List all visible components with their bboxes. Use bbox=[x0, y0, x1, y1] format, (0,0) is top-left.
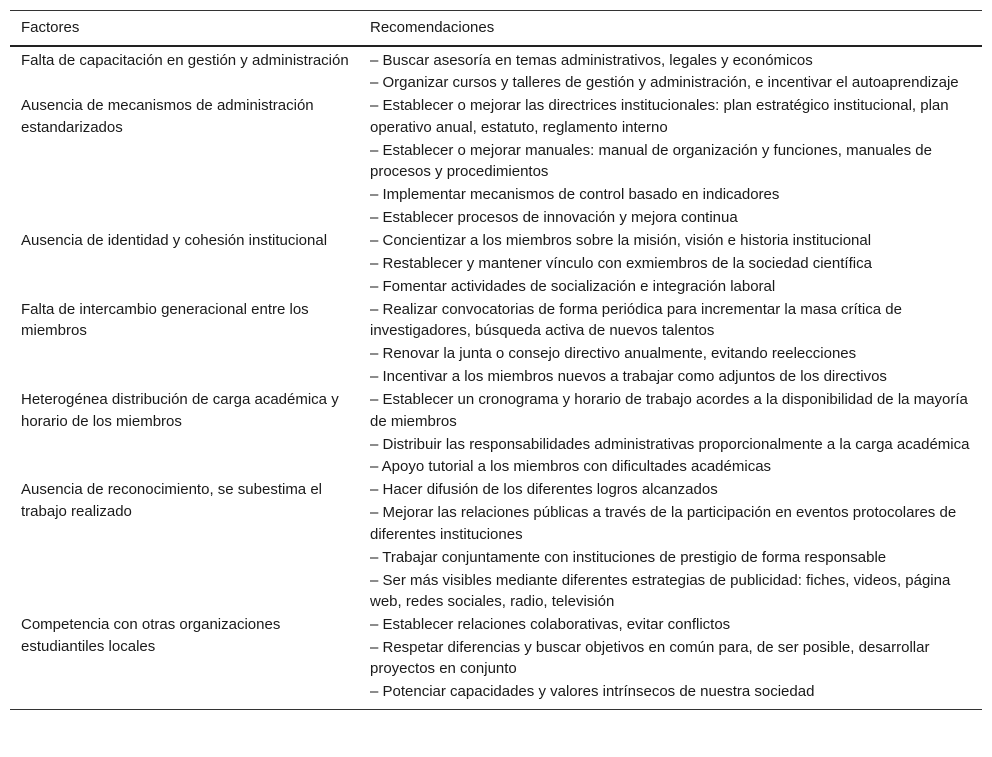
header-factores: Factores bbox=[10, 11, 359, 46]
recommendations-cell bbox=[359, 230, 982, 299]
table-row bbox=[10, 479, 982, 614]
factor-cell: Ausencia de mecanismos de administración estandarizados bbox=[21, 97, 314, 136]
recommendation-item: – Establecer relaciones colaborativas, evitar conflictos bbox=[370, 616, 731, 634]
recommendations-cell bbox=[359, 95, 982, 230]
recommendation-item: – Organizar cursos y talleres de gestión y administración, e incentivar el autoaprendizaje bbox=[370, 74, 959, 92]
factor-cell: Ausencia de identidad y cohesión institucional bbox=[21, 232, 328, 250]
recommendation-item: – Implementar mecanismos de control basado en indicadores bbox=[370, 186, 780, 204]
recommendation-item: – Distribuir las responsabilidades administrativas proporcionalmente a la carga académica bbox=[370, 435, 970, 453]
recommendation-item: – Concientizar a los miembros sobre la misión, visión e historia institucional bbox=[370, 232, 872, 250]
recommendations-table-container bbox=[10, 10, 982, 710]
recommendation-item: – Establecer o mejorar las directrices institucionales: plan estratégico institucional, plan operativo anual, estatuto, reglamento interno bbox=[370, 97, 949, 136]
recommendations-cell bbox=[359, 389, 982, 479]
factor-cell: Falta de capacitación en gestión y administración bbox=[21, 51, 349, 69]
recommendations-table bbox=[10, 10, 982, 710]
recommendation-item: – Potenciar capacidades y valores intrínsecos de nuestra sociedad bbox=[370, 683, 815, 701]
table-row bbox=[10, 95, 982, 230]
table-row bbox=[10, 299, 982, 389]
table-row bbox=[10, 614, 982, 709]
recommendations-cell bbox=[359, 299, 982, 389]
factor-cell: Falta de intercambio generacional entre los miembros bbox=[21, 300, 309, 340]
recommendation-item: – Establecer procesos de innovación y mejora continua bbox=[370, 209, 738, 227]
recommendation-item: – Establecer un cronograma y horario de trabajo acordes a la disponibilidad de la mayoría de miembros bbox=[370, 391, 968, 430]
recommendations-cell bbox=[359, 479, 982, 614]
recommendation-item: – Respetar diferencias y buscar objetivos en común para, de ser posible, desarrollar proyectos en conjunto bbox=[370, 638, 930, 678]
recommendation-item: – Restablecer y mantener vínculo con exmiembros de la sociedad científica bbox=[370, 254, 872, 272]
factor-cell: Heterogénea distribución de carga académica y horario de los miembros bbox=[21, 391, 339, 430]
header-recomendaciones: Recomendaciones bbox=[359, 11, 982, 46]
recommendations-cell bbox=[359, 614, 982, 709]
recommendation-item: – Apoyo tutorial a los miembros con dificultades académicas bbox=[370, 458, 772, 476]
recommendation-item: – Incentivar a los miembros nuevos a trabajar como adjuntos de los directivos bbox=[370, 368, 887, 386]
recommendations-cell bbox=[359, 46, 982, 96]
recommendation-item: – Hacer difusión de los diferentes logros alcanzados bbox=[370, 481, 718, 499]
recommendation-item: – Realizar convocatorias de forma periódica para incrementar la masa crítica de investigadores, búsqueda activa de nuevos talentos bbox=[370, 300, 902, 340]
table-body bbox=[10, 46, 982, 710]
table-row bbox=[10, 389, 982, 479]
table-row bbox=[10, 230, 982, 299]
recommendation-item: – Fomentar actividades de socialización e integración laboral bbox=[370, 277, 776, 295]
factor-cell: Ausencia de reconocimiento, se subestima el trabajo realizado bbox=[21, 481, 322, 520]
factor-cell: Competencia con otras organizaciones estudiantiles locales bbox=[10, 614, 359, 709]
recommendation-item: – Establecer o mejorar manuales: manual de organización y funciones, manuales de procesos y procedimientos bbox=[370, 141, 932, 181]
recommendation-item: – Ser más visibles mediante diferentes estrategias de publicidad: fiches, videos, página web, redes sociales, radio, televisión bbox=[370, 571, 951, 611]
recommendation-item: – Renovar la junta o consejo directivo anualmente, evitando reelecciones bbox=[370, 345, 857, 363]
recommendation-item: – Buscar asesoría en temas administrativos, legales y económicos bbox=[370, 51, 813, 69]
table-header-row bbox=[10, 11, 982, 46]
recommendation-item: – Mejorar las relaciones públicas a través de la participación en eventos protocolares de diferentes instituciones bbox=[370, 504, 957, 543]
table-row bbox=[10, 46, 982, 96]
recommendation-item: – Trabajar conjuntamente con instituciones de prestigio de forma responsable bbox=[370, 548, 887, 566]
